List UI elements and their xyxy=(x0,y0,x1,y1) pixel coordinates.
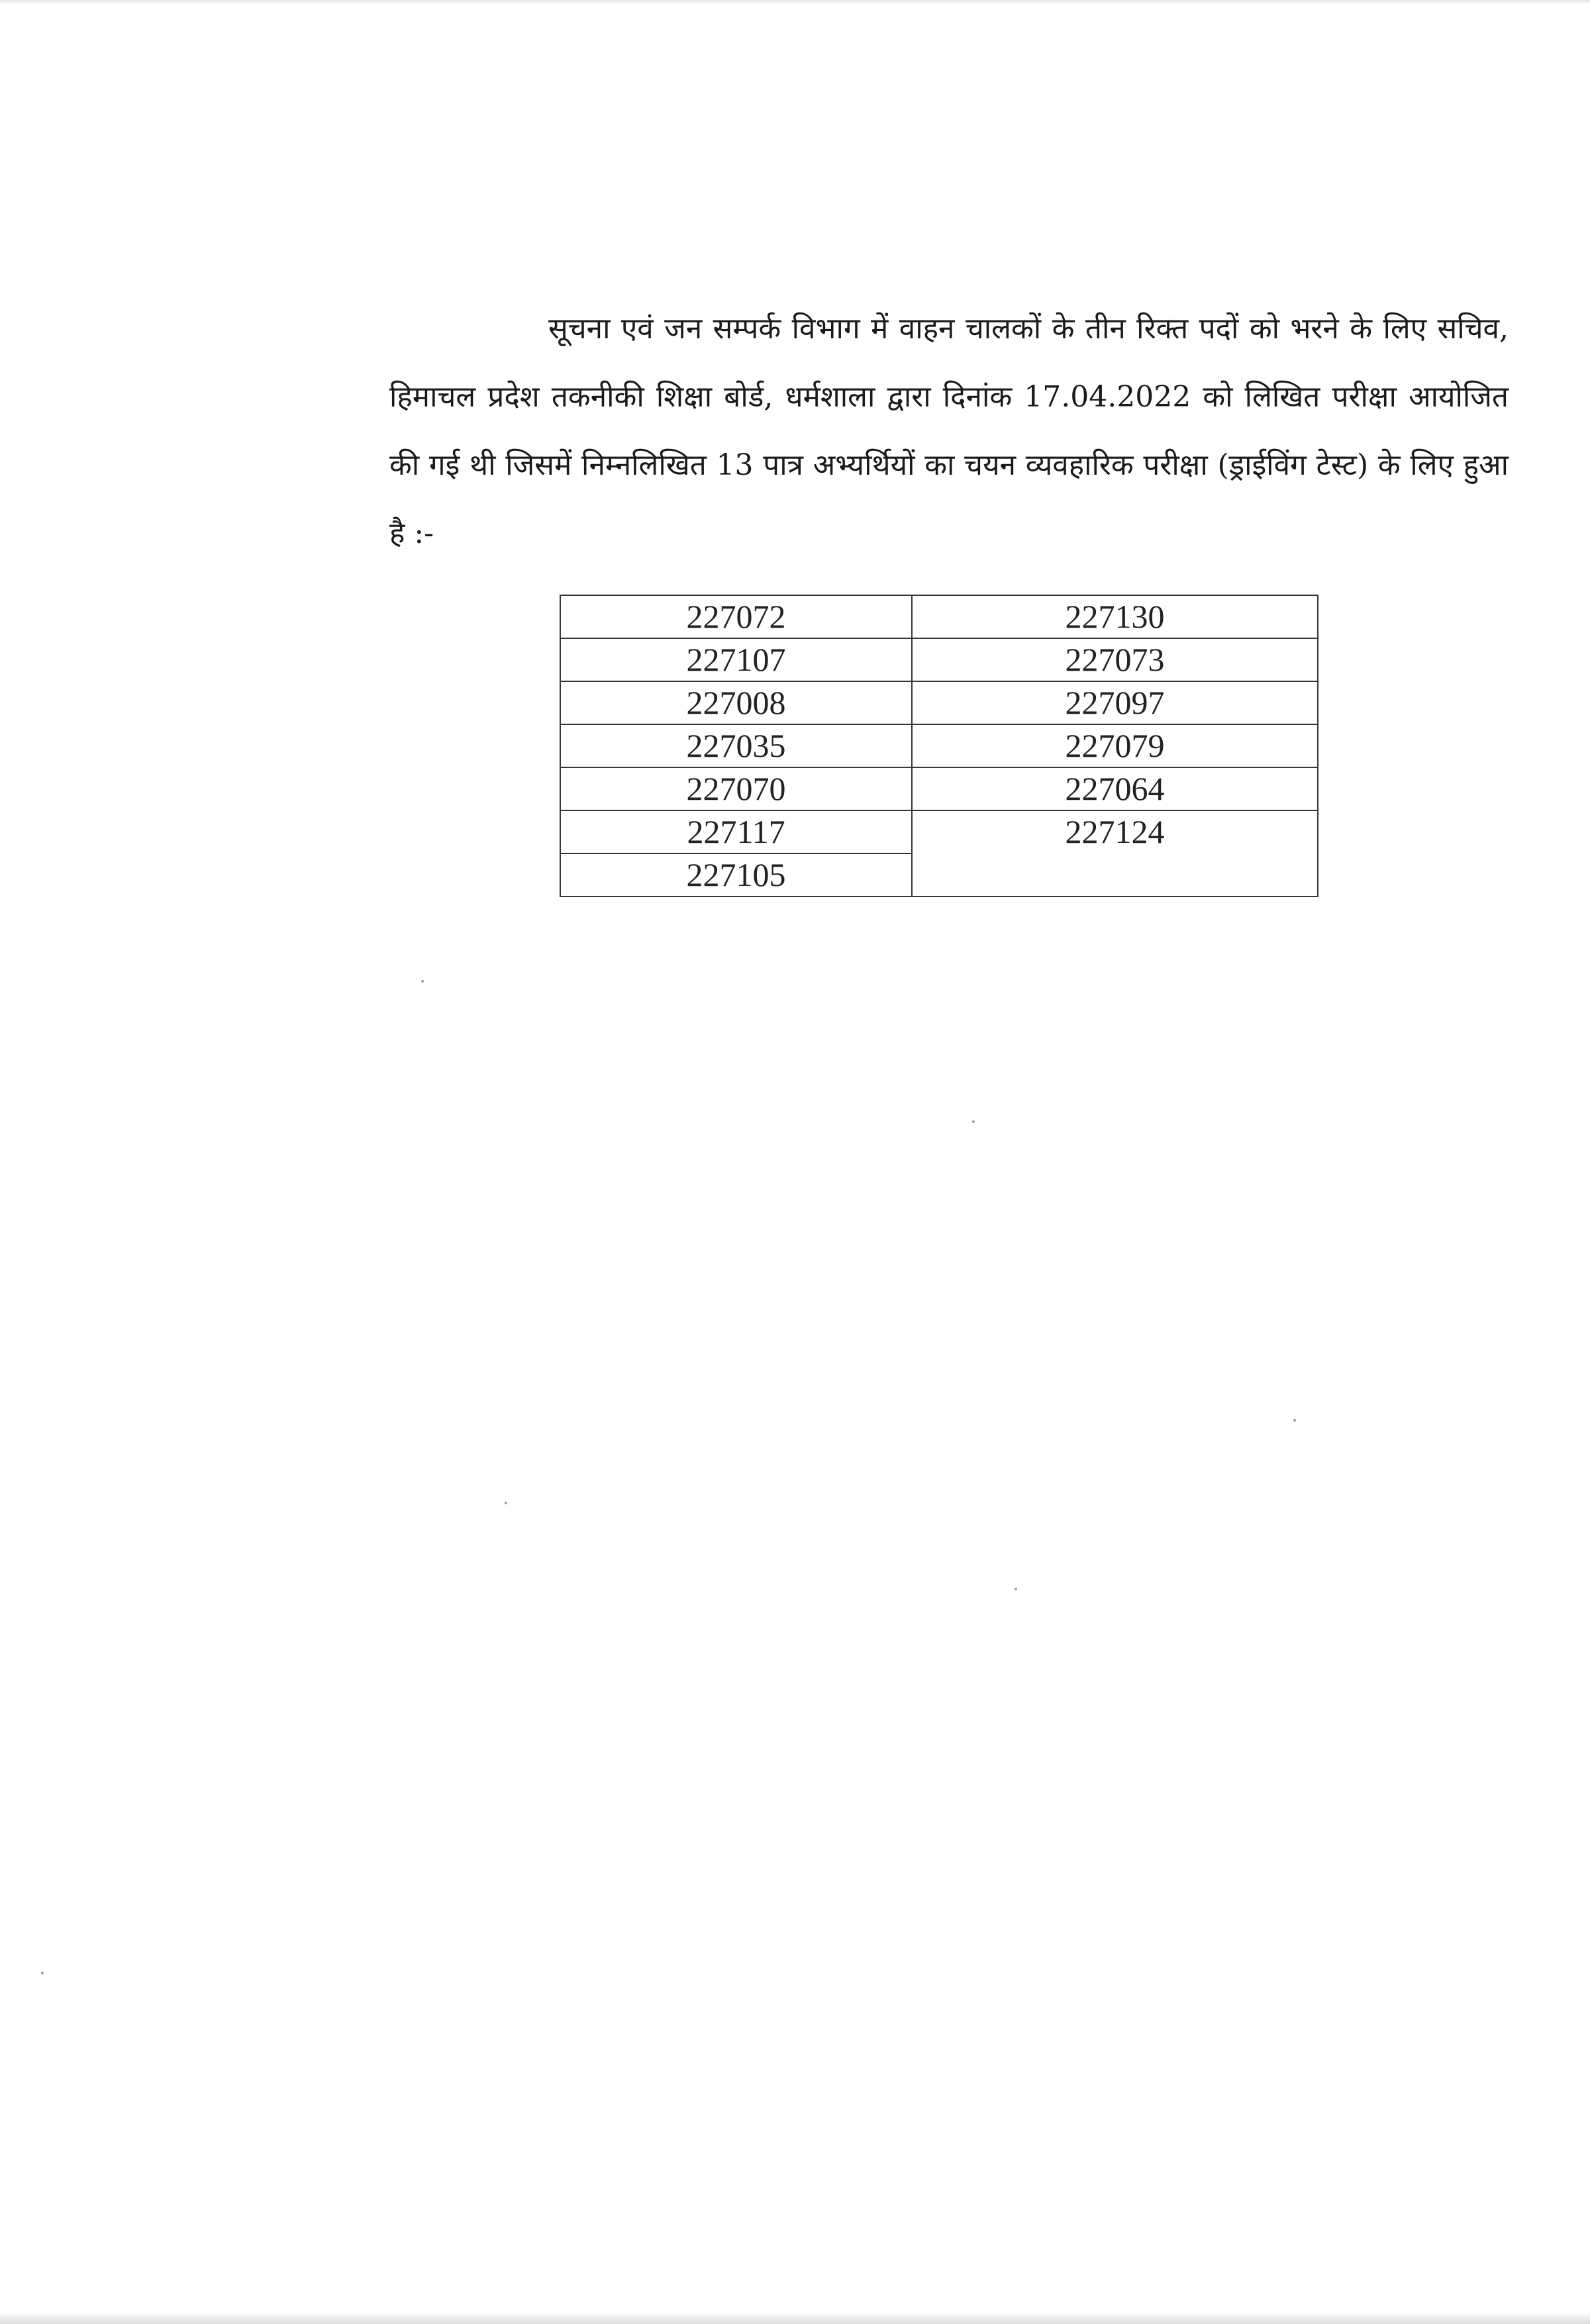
roll-number-cell: 227130 xyxy=(912,595,1318,638)
table-row xyxy=(560,638,1318,681)
table-row xyxy=(560,767,1318,810)
scan-speck xyxy=(421,980,424,983)
table-row xyxy=(560,681,1318,724)
scan-speck xyxy=(1015,1588,1017,1590)
roll-number-cell: 227117 xyxy=(560,810,912,853)
roll-number-cell: 227105 xyxy=(560,853,912,896)
roll-number-cell: 227097 xyxy=(912,681,1318,724)
roll-number-cell: 227124 xyxy=(912,810,1318,896)
scan-speck xyxy=(972,1120,975,1123)
scan-speck xyxy=(41,1972,44,1974)
roll-number-cell: 227064 xyxy=(912,767,1318,810)
roll-number-cell: 227070 xyxy=(560,767,912,810)
roll-number-cell: 227107 xyxy=(560,638,912,681)
scan-speck xyxy=(505,1502,507,1504)
table-row xyxy=(560,595,1318,638)
selected-candidates-table xyxy=(560,595,1318,897)
roll-number-cell: 227072 xyxy=(560,595,912,638)
scan-edge-bottom xyxy=(0,2312,1590,2324)
roll-number-cell: 227079 xyxy=(912,724,1318,767)
notice-paragraph: सूचना एवं जन सम्पर्क विभाग में वाहन चालकों के तीन रिक्त पदों को भरने के लिए सचिव, हिमाचल प्रदेश तकनीकी शिक्षा बोर्ड, धर्मशाला द्वारा दिनांक 17.04.2022 को लिखित परीक्षा आयोजित की गई थी जिसमें निम्नलिखित 13 पात्र अभ्यर्थियों का चयन व्यवहारिक परीक्षा (ड्राईविंग टेस्ट) के लिए हुआ है :- xyxy=(389,312,1509,550)
scan-speck xyxy=(1293,1419,1296,1422)
scan-edge-top xyxy=(0,0,1590,4)
table-row xyxy=(560,810,1318,853)
roll-number-cell: 227073 xyxy=(912,638,1318,681)
roll-number-cell: 227008 xyxy=(560,681,912,724)
roll-number-cell: 227035 xyxy=(560,724,912,767)
table-row xyxy=(560,724,1318,767)
